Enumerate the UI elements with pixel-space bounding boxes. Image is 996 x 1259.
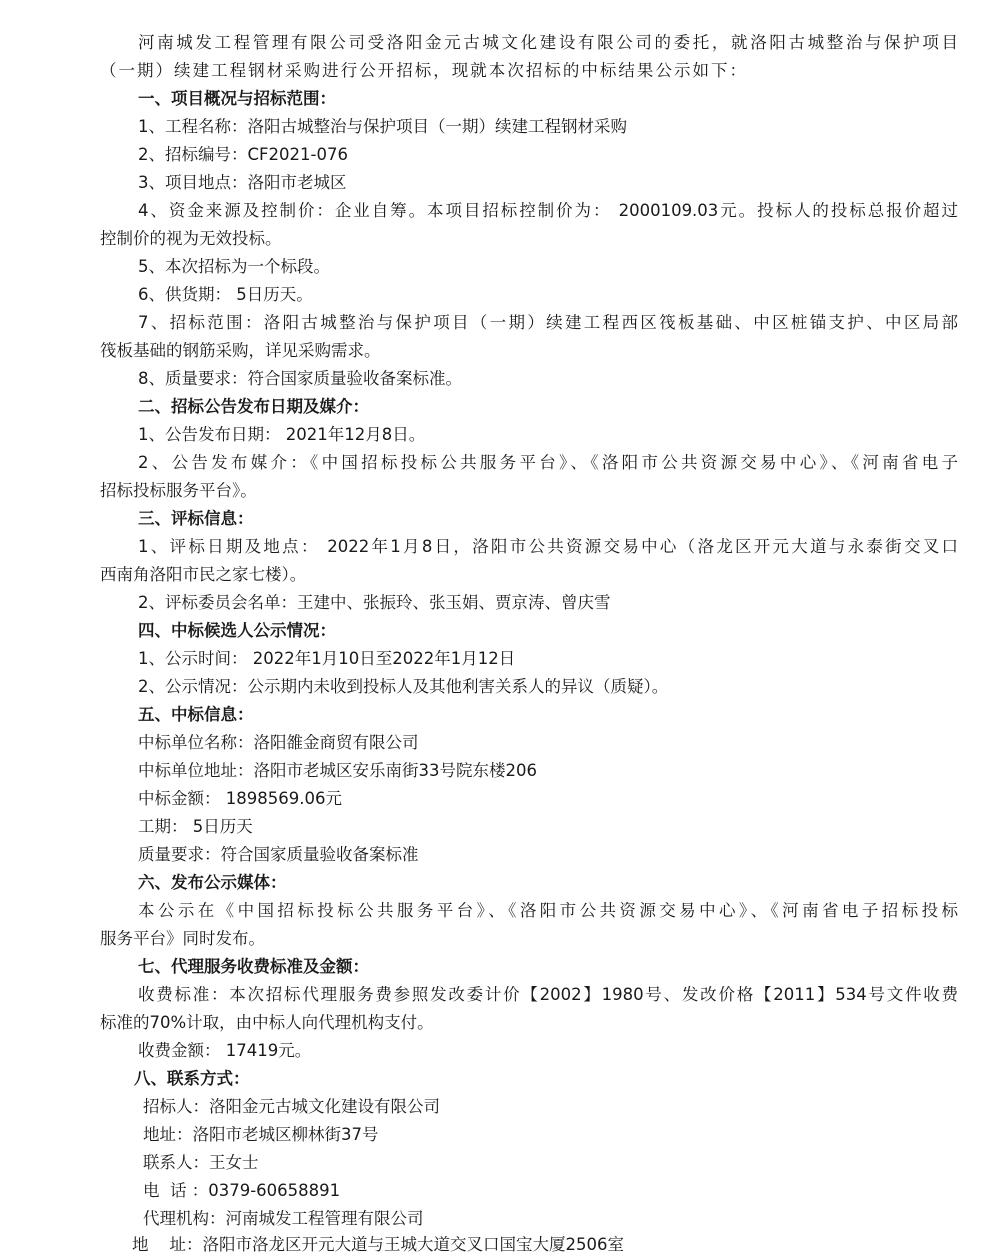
winner-duration: 工期： 5日历天 — [138, 817, 253, 836]
s1-item-8: 8、质量要求：符合国家质量验收备案标准。 — [138, 369, 462, 388]
section-heading-7: 七、代理服务收费标准及金额： — [138, 957, 369, 976]
winner-quality: 质量要求：符合国家质量验收备案标准 — [138, 845, 419, 864]
intro-line-2: （一期）续建工程钢材采购进行公开招标，现就本次招标的中标结果公示如下： — [100, 61, 746, 80]
s1-item-2: 2、招标编号：CF2021-076 — [138, 145, 348, 164]
s4-item-1: 1、公示时间： 2022年1月10日至2022年1月12日 — [138, 649, 516, 668]
winner-address: 中标单位地址：洛阳市老城区安乐南街33号院东楼206 — [138, 761, 537, 780]
fee-standard-cont: 标准的70%计取，由中标人向代理机构支付。 — [100, 1013, 434, 1032]
section-heading-6: 六、发布公示媒体： — [138, 873, 287, 892]
contact-address: 地址：洛阳市老城区柳林街37号 — [143, 1125, 379, 1144]
winner-amount: 中标金额： 1898569.06元 — [138, 789, 342, 808]
s6-item-1: 本公示在《中国招标投标公共服务平台》、《洛阳市公共资源交易中心》、《河南省电子招标投标 — [138, 901, 958, 920]
s4-item-2: 2、公示情况：公示期内未收到投标人及其他利害关系人的异议（质疑）。 — [138, 677, 669, 696]
contact-person: 联系人：王女士 — [143, 1153, 259, 1172]
intro-line-1: 河南城发工程管理有限公司受洛阳金元古城文化建设有限公司的委托，就洛阳古城整治与保护项目 — [138, 33, 958, 52]
section-heading-1: 一、项目概况与招标范围： — [138, 89, 336, 108]
s1-item-4-cont: 控制价的视为无效投标。 — [100, 229, 282, 248]
s2-item-1: 1、公告发布日期： 2021年12月8日。 — [138, 425, 426, 444]
s1-item-3: 3、项目地点：洛阳市老城区 — [138, 173, 347, 192]
s3-item-1: 1、评标日期及地点： 2022年1月8日，洛阳市公共资源交易中心（洛龙区开元大道与永泰街交叉口 — [138, 537, 958, 556]
s2-item-2: 2、公告发布媒介：《中国招标投标公共服务平台》、《洛阳市公共资源交易中心》、《河南省电子 — [138, 453, 958, 472]
section-heading-3: 三、评标信息： — [138, 509, 254, 528]
section-heading-8: 八、联系方式： — [134, 1069, 250, 1088]
s2-item-2-cont: 招标投标服务平台》。 — [100, 481, 257, 500]
section-heading-5: 五、中标信息： — [138, 705, 254, 724]
section-heading-2: 二、招标公告发布日期及媒介： — [138, 397, 369, 416]
s1-item-4: 4、资金来源及控制价：企业自筹。本项目招标控制价为： 2000109.03元。投标人的投标总报价超过 — [138, 201, 958, 220]
s3-item-1-cont: 西南角洛阳市民之家七楼）。 — [100, 565, 307, 584]
winner-name: 中标单位名称：洛阳雒金商贸有限公司 — [138, 733, 419, 752]
contact-agency: 代理机构：河南城发工程管理有限公司 — [143, 1209, 424, 1228]
s6-item-1-cont: 服务平台》同时发布。 — [100, 929, 265, 948]
s1-item-7-cont: 筏板基础的钢筋采购，详见采购需求。 — [100, 341, 381, 360]
s1-item-1: 1、工程名称：洛阳古城整治与保护项目（一期）续建工程钢材采购 — [138, 117, 627, 136]
fee-amount: 收费金额： 17419元。 — [138, 1041, 312, 1060]
s1-item-7: 7、招标范围：洛阳古城整治与保护项目（一期）续建工程西区筏板基础、中区桩锚支护、中区局部 — [138, 313, 958, 332]
contact-tenderer: 招标人：洛阳金元古城文化建设有限公司 — [143, 1097, 440, 1116]
contact-agency-address: 地 址：洛阳市洛龙区开元大道与王城大道交叉口国宝大厦2506室 — [132, 1235, 624, 1254]
fee-standard: 收费标准：本次招标代理服务费参照发改委计价【2002】1980号、发改价格【2011】534号文件收费 — [138, 985, 958, 1004]
s3-item-2: 2、评标委员会名单：王建中、张振玲、张玉娟、贾京涛、曾庆雪 — [138, 593, 611, 612]
section-heading-4: 四、中标候选人公示情况： — [138, 621, 336, 640]
s1-item-6: 6、供货期： 5日历天。 — [138, 285, 313, 304]
contact-phone: 电 话 ：0379-60658891 — [143, 1181, 341, 1200]
s1-item-5: 5、本次招标为一个标段。 — [138, 257, 330, 276]
